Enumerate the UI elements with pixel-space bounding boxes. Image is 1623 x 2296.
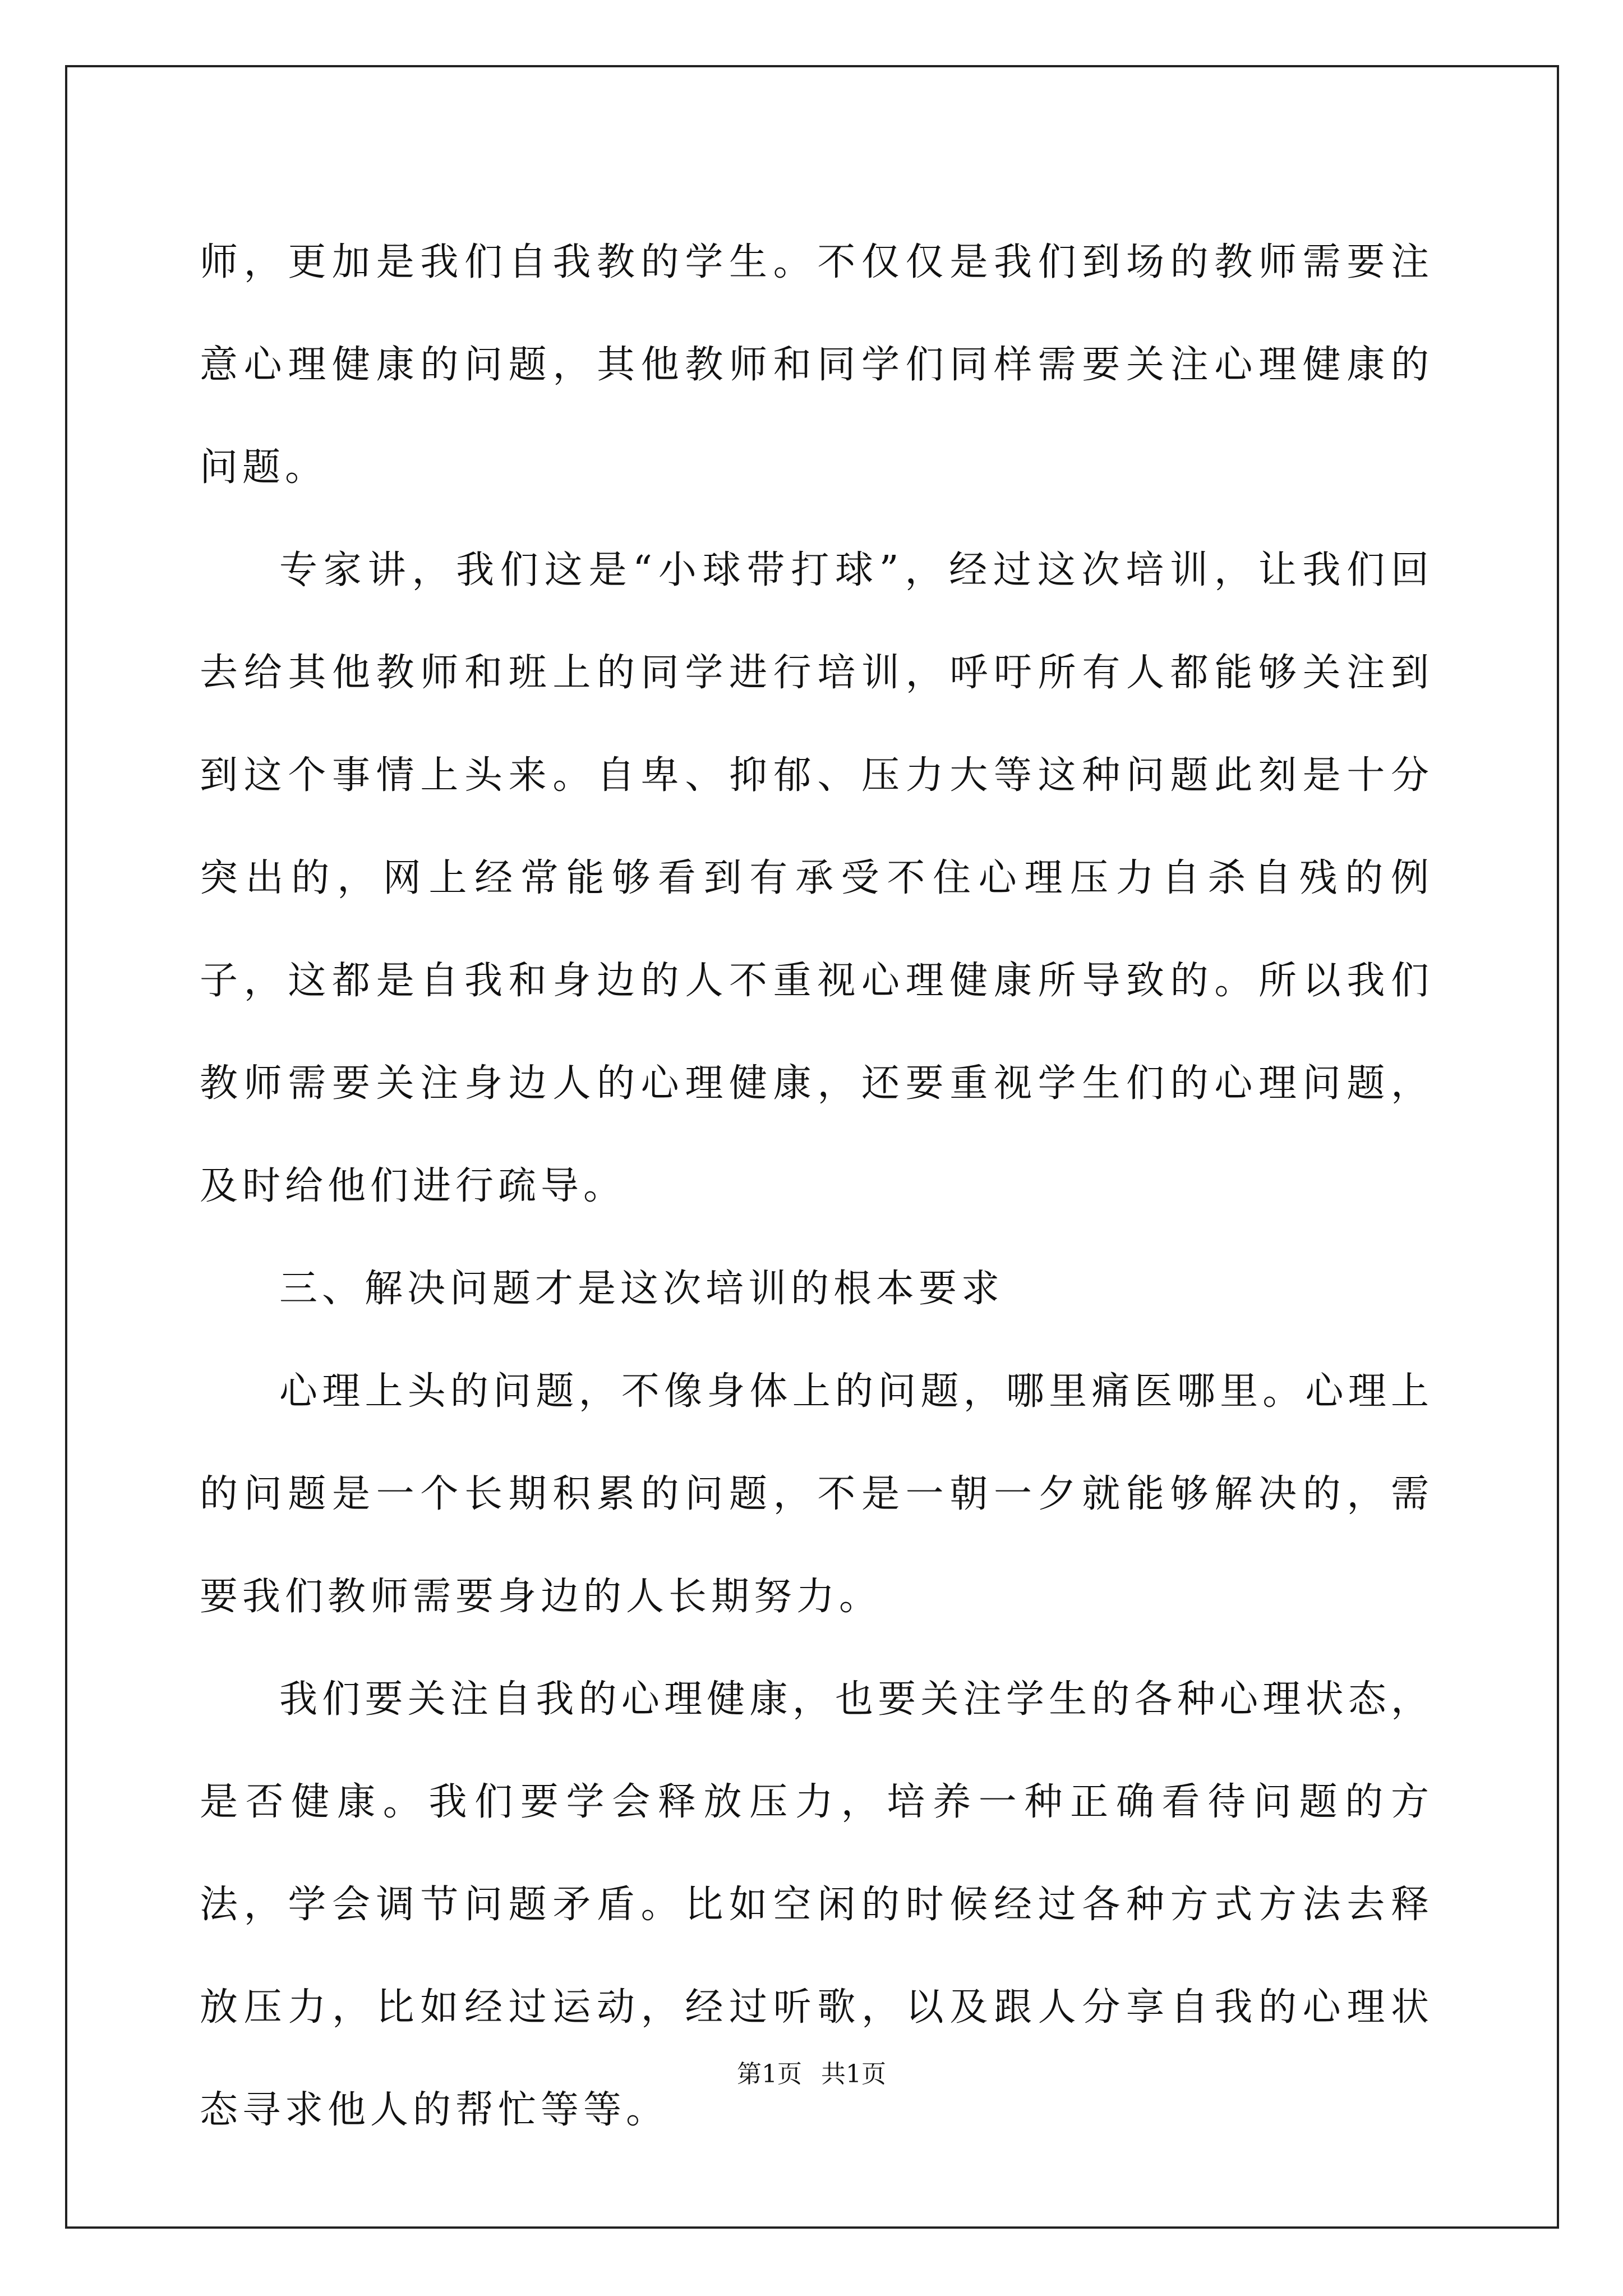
page-number-current: 第1页 (737, 2060, 802, 2088)
paragraph-4: 我们要关注自我的心理健康，也要关注学生的各种心理状态，是否健康。我们要学会释放压力，培养一种正确看待问题的方法，学会调节问题矛盾。比如空闲的时候经过各种方式方法去释放压力，比如经过运动，经过听歌，以及跟人分享自我的心理状态寻求他人的帮忙等等。 (200, 1677, 1433, 2132)
paragraph-2: 专家讲，我们这是“小球带打球”，经过这次培训，让我们回去给其他教师和班上的同学进行培训，呼吁所有人都能够关注到到这个事情上头来。自卑、抑郁、压力大等这种问题此刻是十分突出的，网上经常能够看到有承受不住心理压力自杀自残的例子，这都是自我和身边的人不重视心理健康所导致的。所以我们教师需要关注身边人的心理健康，还要重视学生们的心理问题，及时给他们进行疏导。 (200, 548, 1433, 1208)
section-heading: 三、解决问题才是这次培训的根本要求 (279, 1267, 1004, 1311)
page-number-total: 共1页 (821, 2060, 886, 2088)
page-footer (0, 2058, 1623, 2091)
paragraph-1: 师，更加是我们自我教的学生。不仅仅是我们到场的教师需要注意心理健康的问题，其他教师和同学们同样需要关注心理健康的问题。 (200, 240, 1433, 490)
paragraph-3: 心理上头的问题，不像身体上的问题，哪里痛医哪里。心理上的问题是一个长期积累的问题，不是一朝一夕就能够解决的，需要我们教师需要身边的人长期努力。 (200, 1369, 1433, 1619)
document-body (200, 211, 1433, 2161)
